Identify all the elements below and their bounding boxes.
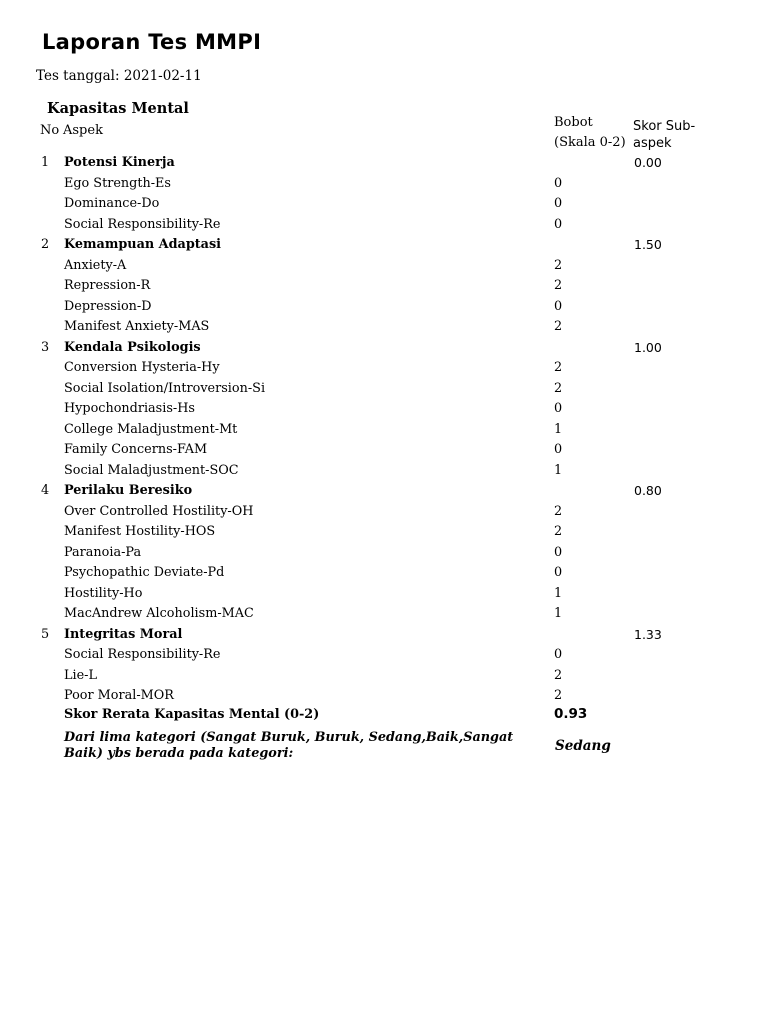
table-row <box>0 379 768 400</box>
aspect-name: Social Maladjustment-SOC <box>64 462 239 478</box>
weight-value: 1 <box>554 421 563 437</box>
aspect-name: Repression-R <box>64 278 151 293</box>
row-number: 2 <box>41 237 50 252</box>
category-value: Sedang <box>555 738 611 754</box>
category-row <box>0 481 768 502</box>
aspect-name: Manifest Hostility-HOS <box>64 524 216 539</box>
aspect-table <box>0 153 768 707</box>
aspect-name: Ego Strength-Es <box>64 175 171 191</box>
table-row <box>0 604 768 625</box>
table-row <box>0 317 768 338</box>
weight-value: 2 <box>554 503 563 519</box>
table-row <box>0 440 768 461</box>
weight-value: 0 <box>554 565 563 580</box>
category-row <box>0 338 768 359</box>
aspect-name: Social Responsibility-Re <box>64 216 221 232</box>
aspect-name: Social Isolation/Introversion-Si <box>64 380 266 396</box>
subaspect-score: 1.33 <box>634 626 662 642</box>
category-row <box>0 153 768 174</box>
header-bobot <box>554 113 632 153</box>
weight-value: 0 <box>554 544 563 560</box>
table-row <box>0 461 768 482</box>
table-row <box>0 358 768 379</box>
aspect-name: Anxiety-A <box>64 257 127 273</box>
weight-value: 0 <box>554 442 563 457</box>
weight-value: 1 <box>554 606 563 621</box>
section-title: Kapasitas Mental <box>47 100 189 117</box>
table-row <box>0 645 768 666</box>
aspect-name: Over Controlled Hostility-OH <box>64 503 254 519</box>
weight-value: 2 <box>554 319 563 334</box>
weight-value: 2 <box>554 688 563 703</box>
subaspect-score: 1.00 <box>634 339 662 355</box>
header-skor <box>633 118 713 152</box>
table-row <box>0 502 768 523</box>
table-row <box>0 584 768 605</box>
aspect-name: Social Responsibility-Re <box>64 647 221 662</box>
weight-value: 2 <box>554 278 563 293</box>
category-row <box>0 625 768 646</box>
table-row <box>0 297 768 318</box>
summary-value: 0.93 <box>554 706 588 722</box>
test-date: Tes tanggal: 2021-02-11 <box>36 68 202 84</box>
weight-value: 1 <box>554 585 563 601</box>
aspect-name: Dominance-Do <box>64 196 160 211</box>
header-bobot-line2: (Skala 0-2) <box>554 135 626 150</box>
category-text: Dari lima kategori (Sangat Buruk, Buruk, Sedang,Baik,Sangat Baik) ybs berada pada kategori: <box>64 730 514 761</box>
report-title: Laporan Tes MMPI <box>42 30 262 54</box>
table-row <box>0 194 768 215</box>
weight-value: 2 <box>554 524 563 539</box>
header-skor-line1: Skor Sub- <box>633 119 696 134</box>
table-row <box>0 276 768 297</box>
aspect-name: College Maladjustment-Mt <box>64 421 238 437</box>
aspect-name: Kemampuan Adaptasi <box>64 237 222 252</box>
table-row <box>0 666 768 687</box>
aspect-name: Potensi Kinerja <box>64 155 175 170</box>
weight-value: 2 <box>554 257 563 273</box>
aspect-name: Family Concerns-FAM <box>64 442 208 457</box>
table-row <box>0 522 768 543</box>
row-number: 3 <box>41 339 50 355</box>
table-row <box>0 399 768 420</box>
table-row <box>0 563 768 584</box>
header-skor-line2: aspek <box>633 136 672 151</box>
weight-value: 2 <box>554 667 563 683</box>
weight-value: 1 <box>554 462 563 478</box>
table-row <box>0 420 768 441</box>
row-number: 4 <box>41 483 50 498</box>
weight-value: 0 <box>554 647 563 662</box>
aspect-name: Conversion Hysteria-Hy <box>64 360 220 375</box>
subaspect-score: 0.00 <box>634 155 662 170</box>
header-bobot-line1: Bobot <box>554 115 593 130</box>
aspect-name: Manifest Anxiety-MAS <box>64 319 210 334</box>
subaspect-score: 1.50 <box>634 237 662 252</box>
weight-value: 0 <box>554 401 563 416</box>
weight-value: 2 <box>554 380 563 396</box>
summary-label: Skor Rerata Kapasitas Mental (0-2) <box>64 707 320 722</box>
aspect-name: Paranoia-Pa <box>64 544 142 560</box>
table-row <box>0 215 768 236</box>
aspect-name: Poor Moral-MOR <box>64 688 174 703</box>
table-row <box>0 543 768 564</box>
aspect-name: Perilaku Beresiko <box>64 483 193 498</box>
row-number: 1 <box>41 155 50 170</box>
table-row <box>0 174 768 195</box>
aspect-name: Integritas Moral <box>64 626 183 642</box>
weight-value: 2 <box>554 360 563 375</box>
row-number: 5 <box>41 626 50 642</box>
aspect-name: Hostility-Ho <box>64 585 143 601</box>
weight-value: 0 <box>554 216 563 232</box>
subaspect-score: 0.80 <box>634 483 662 498</box>
aspect-name: Psychopathic Deviate-Pd <box>64 565 225 580</box>
weight-value: 0 <box>554 196 563 211</box>
table-row <box>0 686 768 707</box>
header-no: No <box>40 123 60 138</box>
aspect-name: Lie-L <box>64 667 97 683</box>
aspect-name: MacAndrew Alcoholism-MAC <box>64 606 254 621</box>
table-row <box>0 256 768 277</box>
weight-value: 0 <box>554 298 563 314</box>
aspect-name: Hypochondriasis-Hs <box>64 401 195 416</box>
category-row <box>0 235 768 256</box>
aspect-name: Depression-D <box>64 298 152 314</box>
aspect-name: Kendala Psikologis <box>64 339 201 355</box>
header-aspek: Aspek <box>63 123 103 138</box>
weight-value: 0 <box>554 175 563 191</box>
